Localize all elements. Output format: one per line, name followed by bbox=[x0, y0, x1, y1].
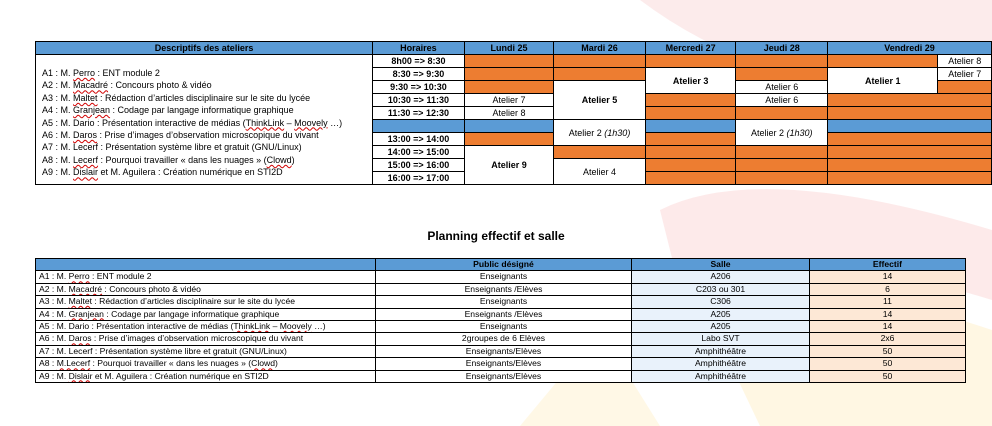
time-slot: 8h00 => 8:30 bbox=[373, 55, 465, 68]
row-public: Enseignants/Elèves bbox=[376, 370, 632, 382]
slot-thu bbox=[736, 68, 828, 81]
section-title: Planning effectif et salle bbox=[427, 229, 565, 243]
slot-thu-atelier-2: Atelier 2 (1h30) bbox=[736, 120, 828, 146]
slot-wed bbox=[645, 159, 736, 172]
slot-fri bbox=[828, 133, 992, 146]
table-row bbox=[36, 358, 966, 370]
row-effectif: 14 bbox=[810, 308, 966, 320]
effective-planning-table bbox=[35, 258, 966, 383]
time-slot: 11:30 => 12:30 bbox=[373, 107, 465, 120]
row-public: Enseignants bbox=[376, 321, 632, 333]
time-slot: 14:00 => 15:00 bbox=[373, 146, 465, 159]
header-mardi: Mardi 26 bbox=[554, 42, 646, 55]
row-public: Enseignants/Elèves bbox=[376, 345, 632, 357]
row-effectif: 14 bbox=[810, 271, 966, 283]
desc-a8: A8 : M. Lecerf : Pourquoi travailler « dans les nuages » (Clowd) bbox=[42, 154, 295, 165]
slot-mon bbox=[464, 133, 553, 146]
row-public: Enseignants/Elèves bbox=[376, 358, 632, 370]
desc-a4: A4 : M. Granjean : Codage par langage informatique graphique bbox=[42, 105, 294, 116]
slot-wed bbox=[645, 107, 736, 120]
slot-mon bbox=[464, 68, 553, 81]
table-row bbox=[36, 370, 966, 382]
slot-thu bbox=[736, 107, 828, 120]
row-salle: A206 bbox=[632, 271, 810, 283]
slot-mon-atelier-9: Atelier 9 bbox=[464, 146, 553, 185]
header-vendredi: Vendredi 29 bbox=[828, 42, 992, 55]
slot-tue bbox=[554, 146, 646, 159]
slot-thu-atelier-6b: Atelier 6 bbox=[736, 94, 828, 107]
row-salle: Amphithéâtre bbox=[632, 358, 810, 370]
lunch-break-slot bbox=[373, 120, 465, 133]
slot-wed bbox=[645, 146, 736, 159]
row-public: Enseignants /Elèves bbox=[376, 283, 632, 295]
slot-tue-atelier-4: Atelier 4 bbox=[554, 159, 646, 185]
time-slot: 9:30 => 10:30 bbox=[373, 81, 465, 94]
row-effectif: 11 bbox=[810, 296, 966, 308]
row-workshop: A2 : M. Macadré : Concours photo & vidéo bbox=[36, 283, 376, 295]
row-public: 2groupes de 6 Elèves bbox=[376, 333, 632, 345]
slot-wed bbox=[645, 94, 736, 107]
table-row bbox=[36, 333, 966, 345]
workshop-descriptions bbox=[36, 55, 373, 185]
row-effectif: 50 bbox=[810, 345, 966, 357]
slot-mon bbox=[464, 55, 553, 68]
row-salle: C306 bbox=[632, 296, 810, 308]
row-workshop: A8 : M.Lecerf : Pourquoi travailler « dans les nuages » (Clowd) bbox=[36, 358, 376, 370]
table-row bbox=[36, 283, 966, 295]
time-slot: 15:00 => 16:00 bbox=[373, 159, 465, 172]
slot-mon bbox=[464, 81, 553, 94]
row-workshop: A3 : M. Maltet : Rédaction d’articles disciplinaire sur le site du lycée bbox=[36, 296, 376, 308]
slot-fri bbox=[828, 172, 992, 185]
slot-tue-atelier-2: Atelier 2 (1h30) bbox=[554, 120, 646, 146]
header-jeudi: Jeudi 28 bbox=[736, 42, 828, 55]
desc-a2: A2 : M. Macadré : Concours photo & vidéo bbox=[42, 80, 212, 91]
row-effectif: 6 bbox=[810, 283, 966, 295]
row-effectif: 50 bbox=[810, 370, 966, 382]
slot-tue bbox=[554, 68, 646, 81]
row-workshop: A1 : M. Perro : ENT module 2 bbox=[36, 271, 376, 283]
header-mercredi: Mercredi 27 bbox=[645, 42, 736, 55]
time-slot: 8:30 => 9:30 bbox=[373, 68, 465, 81]
header-lundi: Lundi 25 bbox=[464, 42, 553, 55]
row-workshop: A7 : M. Lecerf : Présentation système libre et gratuit (GNU/Linux) bbox=[36, 345, 376, 357]
slot-fri-atelier-7: Atelier 7 bbox=[938, 68, 992, 81]
slot-thu-atelier-6: Atelier 6 bbox=[736, 81, 828, 94]
slot-wed bbox=[645, 172, 736, 185]
slot-mon-atelier-7: Atelier 7 bbox=[464, 94, 553, 107]
row-public: Enseignants bbox=[376, 271, 632, 283]
desc-a1: A1 : M. Perro : ENT module 2 bbox=[42, 68, 160, 78]
row-workshop: A6 : M. Daros : Prise d’images d’observation microscopique du vivant bbox=[36, 333, 376, 345]
time-slot: 10:30 => 11:30 bbox=[373, 94, 465, 107]
row-salle: Labo SVT bbox=[632, 333, 810, 345]
header-horaires: Horaires bbox=[373, 42, 465, 55]
slot-fri-a bbox=[828, 55, 938, 68]
slot-mon-atelier-8: Atelier 8 bbox=[464, 107, 553, 120]
slot-fri-atelier-1: Atelier 1 bbox=[828, 68, 938, 94]
time-slot: 16:00 => 17:00 bbox=[373, 172, 465, 185]
header-salle: Salle bbox=[632, 259, 810, 271]
header-public: Public désigné bbox=[376, 259, 632, 271]
desc-a7: A7 : M. Lecerf : Présentation système libre et gratuit (GNU/Linux) bbox=[42, 142, 302, 153]
slot-fri bbox=[828, 159, 992, 172]
slot-tue bbox=[554, 55, 646, 68]
header-blank bbox=[36, 259, 376, 271]
slot-wed bbox=[645, 133, 736, 146]
slot-fri bbox=[828, 107, 992, 120]
row-public: Enseignants /Elèves bbox=[376, 308, 632, 320]
table-row bbox=[36, 308, 966, 320]
table-row bbox=[36, 321, 966, 333]
slot-fri-lunch bbox=[828, 120, 992, 133]
slot-thu bbox=[736, 55, 828, 68]
slot-fri bbox=[828, 146, 992, 159]
row-workshop: A9 : M. Dislair et M. Aguilera : Création numérique en STI2D bbox=[36, 370, 376, 382]
slot-mon-lunch bbox=[464, 120, 553, 133]
slot-wed-atelier-3: Atelier 3 bbox=[645, 68, 736, 94]
row-workshop: A5 : M. Dario : Présentation interactive de médias (ThinkLink – Moovely …) bbox=[36, 321, 376, 333]
workshop-schedule-table bbox=[35, 41, 992, 185]
slot-thu bbox=[736, 172, 828, 185]
row-salle: A205 bbox=[632, 321, 810, 333]
row-effectif: 50 bbox=[810, 358, 966, 370]
table-row bbox=[36, 271, 966, 283]
desc-a3: A3 : M. Maltet : Rédaction d’articles disciplinaire sur le site du lycée bbox=[42, 92, 311, 103]
slot-thu bbox=[736, 146, 828, 159]
slot-tue-atelier-5: Atelier 5 bbox=[554, 81, 646, 120]
row-salle: Amphithéâtre bbox=[632, 345, 810, 357]
slot-thu bbox=[736, 159, 828, 172]
row-effectif: 14 bbox=[810, 321, 966, 333]
table-row bbox=[36, 345, 966, 357]
row-salle: Amphithéâtre bbox=[632, 370, 810, 382]
desc-a5: A5 : M. Dario : Présentation interactive de médias (ThinkLink – Moovely …) bbox=[42, 117, 343, 128]
slot-fri bbox=[828, 94, 992, 107]
row-salle: A205 bbox=[632, 308, 810, 320]
effectif-header-row bbox=[36, 259, 966, 271]
schedule-header-row bbox=[36, 42, 992, 55]
slot-fri-b bbox=[938, 81, 992, 94]
slot-fri-b: Atelier 8 bbox=[938, 55, 992, 68]
table-row bbox=[36, 296, 966, 308]
row-effectif: 2x6 bbox=[810, 333, 966, 345]
desc-a6: A6 : M. Daros : Prise d’images d’observation microscopique du vivant bbox=[42, 130, 319, 141]
row-salle: C203 ou 301 bbox=[632, 283, 810, 295]
row-public: Enseignants bbox=[376, 296, 632, 308]
row-workshop: A4 : M. Granjean : Codage par langage informatique graphique bbox=[36, 308, 376, 320]
header-effectif: Effectif bbox=[810, 259, 966, 271]
header-descriptifs: Descriptifs des ateliers bbox=[36, 42, 373, 55]
desc-a9: A9 : M. Dislair et M. Aguilera : Création numérique en STI2D bbox=[42, 167, 283, 178]
slot-wed-lunch bbox=[645, 120, 736, 133]
slot-wed bbox=[645, 55, 736, 68]
time-slot: 13:00 => 14:00 bbox=[373, 133, 465, 146]
